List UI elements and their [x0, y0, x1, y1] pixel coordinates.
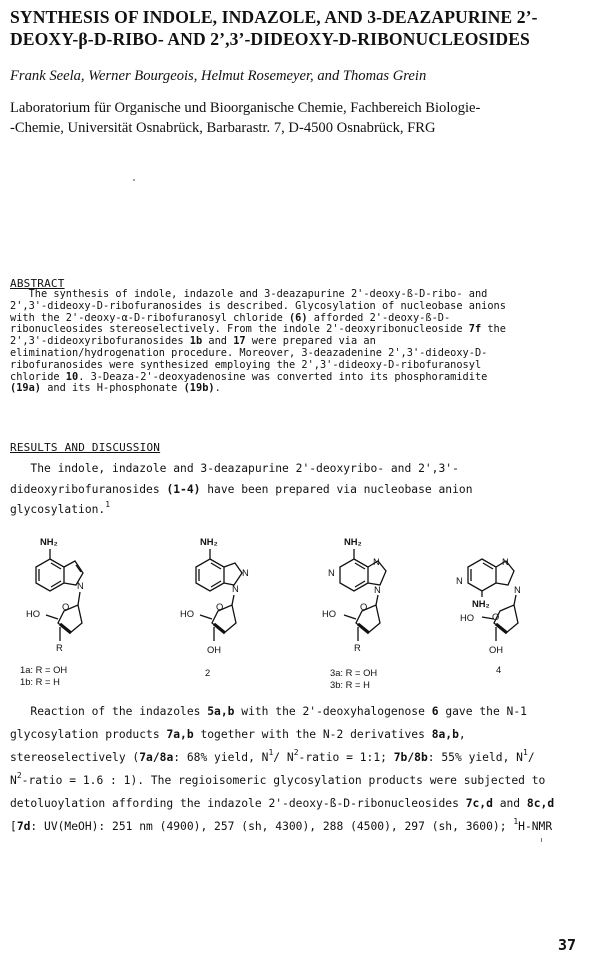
n-label: N [242, 567, 249, 578]
author-list: Frank Seela, Werner Bourgeois, Helmut Rosemeyer, and Thomas Grein [10, 68, 427, 84]
affiliation [10, 98, 595, 138]
speck [133, 179, 135, 181]
nh2-label: NH₂ [472, 598, 490, 609]
results-heading: RESULTS AND DISCUSSION [10, 441, 161, 454]
structures-svg [20, 535, 600, 695]
nh2-label: NH₂ [344, 536, 362, 547]
compound-2-label: 2 [205, 667, 211, 678]
oh-label: OH [489, 644, 504, 655]
ring-o-label: O [216, 601, 224, 612]
structure-1 [20, 536, 84, 687]
affiliation-line-1: Laboratorium für Organische und Bioorganische Chemie, Fachbereich Biologie- [10, 100, 481, 116]
ho-label: HO [460, 612, 475, 623]
n-label: N [77, 580, 84, 591]
n-label: N [514, 584, 521, 595]
structure-3 [322, 536, 386, 690]
abstract-body: The synthesis of indole, indazole and 3-deazapurine 2'-deoxy-ß-D-ribo- and 2',3'-dideoxy-D-ribofuranosides is described. Glycosylation of nucleobase anions with the 2'-deoxy-α-D-ribofuranosyl chloride (6) afforded 2'-deoxy-ß-D- ribonucleosides stereoselectively. From the indole 2'-deoxyribonucleoside 7f the 2',3'-dideoxyribofuranosides 1b and 17 were prepared via an elimination/hydrogenation procedure. Moreover, 3-deazadenine 2',3'-dideoxy-D- ribofuranosides were synthesized employing the 2',3'-dideoxy-D-ribofuranosyl chloride 10. 3-Deaza-2'-deoxyadenosine was converted into its phosphoramidite (19a) and its H-phosphonate (19b). [10, 288, 506, 395]
ho-label: HO [180, 608, 195, 619]
compound-3a-label: 3a: R = OH [330, 667, 378, 678]
n-label: N [328, 567, 335, 578]
n-label: N [502, 556, 509, 567]
compound-1a-label: 1a: R = OH [20, 664, 68, 675]
title-line-2: DEOXY-β-D-RIBO- AND 2’,3’-DIDEOXY-D-RIBONUCLEOSIDES [10, 29, 530, 49]
ring-o-label: O [62, 601, 70, 612]
affiliation-line-2: -Chemie, Universität Osnabrück, Barbarastr. 7, D-4500 Osnabrück, FRG [10, 120, 436, 136]
compound-1b-label: 1b: R = H [20, 676, 60, 687]
paper-title [10, 6, 590, 50]
structure-4 [456, 556, 521, 675]
compound-4-label: 4 [496, 664, 502, 675]
compound-3b-label: 3b: R = H [330, 679, 370, 690]
n-label: N [374, 584, 381, 595]
r-label: R [354, 642, 361, 653]
structure-2 [180, 536, 249, 678]
results-paragraph-2: Reaction of the indazoles 5a,b with the 2'-deoxyhalogenose 6 gave the N-1 glycosylation products 7a,b together with the N-2 derivatives 8a,b, stereoselectively (7a/8a: 68% yield, $N^1/$ $N^2$-ratio = 1:1; 7b/8b: 55% yield, $N^1/$ $N^2$-ratio = 1.6 : 1). The regioisomeric glycosylation products were subjected to detoluoylation affording the indazole 2'-deoxy-ß-D-ribonucleosides 7c,d and 8c,d [7d: UV(MeOH): 251 nm (4900), 257 (sh, 4300), 288 (4500), 297 (sh, 3600); $^1$H-NMR [10, 705, 555, 833]
n-label: N [232, 583, 239, 594]
ho-label: HO [26, 608, 41, 619]
chemical-structures-figure [20, 535, 600, 695]
ring-o-label: O [492, 611, 500, 622]
abstract-heading: ABSTRACT [10, 277, 65, 290]
speck [541, 838, 542, 842]
ring-o-label: O [360, 601, 368, 612]
nh2-label: NH₂ [40, 536, 58, 547]
page-number: 37 [558, 936, 577, 954]
ho-label: HO [322, 608, 337, 619]
oh-label: OH [207, 644, 222, 655]
r-label: R [56, 642, 63, 653]
n-label: N [373, 556, 380, 567]
title-line-1: SYNTHESIS OF INDOLE, INDAZOLE, AND 3-DEAZAPURINE 2’- [10, 7, 538, 27]
n-label: N [456, 575, 463, 586]
results-paragraph-1: The indole, indazole and 3-deazapurine 2'-deoxyribo- and 2',3'- dideoxyribofuranosides (1-4) have been prepared via nucleobase anion glycosylation.$^1$ [10, 462, 473, 516]
nh2-label: NH₂ [200, 536, 218, 547]
